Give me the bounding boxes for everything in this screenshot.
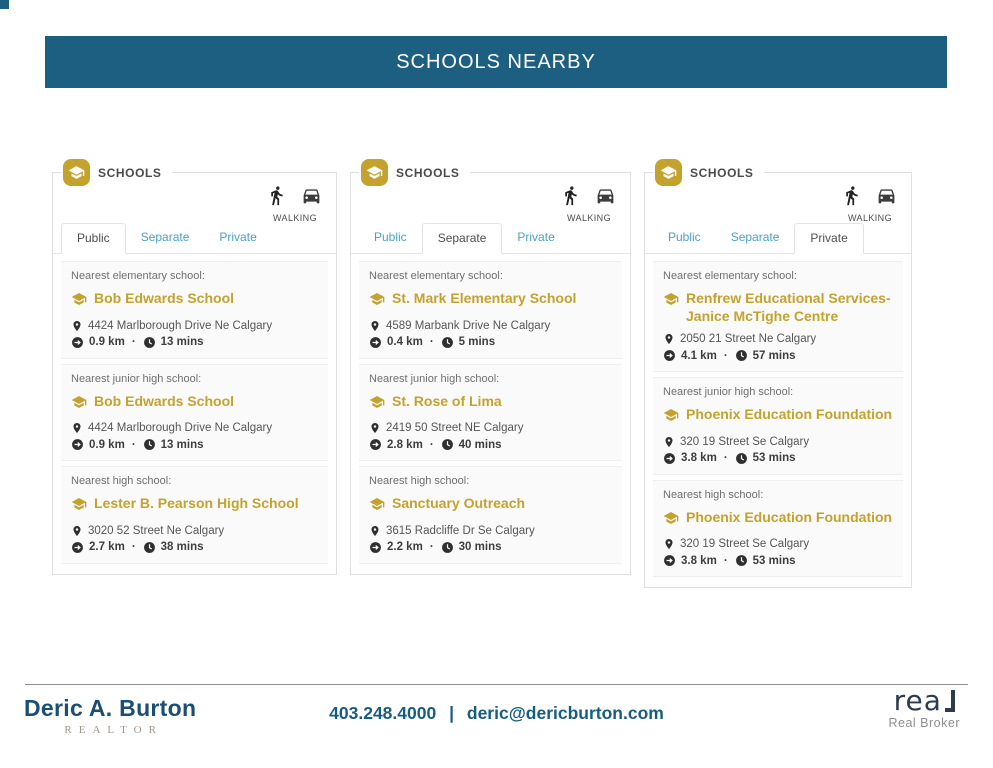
school-address: 2419 50 Street NE Calgary <box>386 422 524 434</box>
stat-separator: · <box>723 349 728 362</box>
distance-icon <box>663 554 676 567</box>
walking-icon[interactable] <box>841 185 862 211</box>
school-name: Phoenix Education Foundation <box>686 508 893 525</box>
time-icon <box>143 541 156 554</box>
school-name-row <box>663 290 893 325</box>
stat-separator: · <box>723 452 728 464</box>
tab-private[interactable]: Private <box>517 230 555 244</box>
tab-public[interactable]: Public <box>668 230 701 244</box>
travel-mode-toggle <box>841 185 899 223</box>
location-pin-icon <box>663 333 675 345</box>
distance-icon <box>663 349 676 362</box>
time-icon <box>441 541 454 554</box>
distance-value: 2.2 km <box>387 541 423 553</box>
school-address-row <box>663 538 893 550</box>
contact-separator: | <box>449 703 454 723</box>
school-entry <box>61 364 328 462</box>
travel-mode-toggle <box>266 185 324 223</box>
car-icon[interactable] <box>593 185 618 211</box>
school-cap-icon <box>369 290 385 312</box>
travel-mode-label: WALKING <box>567 213 611 223</box>
stat-separator: · <box>429 336 434 348</box>
school-name: St. Rose of Lima <box>392 392 502 409</box>
stat-separator: · <box>131 438 136 451</box>
distance-icon <box>71 438 84 451</box>
distance-value: 2.7 km <box>89 541 125 553</box>
distance-value: 0.4 km <box>387 336 423 348</box>
schools-panel <box>644 165 912 588</box>
school-stats-row <box>369 438 612 451</box>
distance-icon <box>369 541 382 554</box>
time-value: 57 mins <box>752 349 796 362</box>
panel-title: SCHOOLS <box>690 165 754 180</box>
distance-value: 3.8 km <box>681 452 717 464</box>
time-value: 53 mins <box>752 452 796 464</box>
school-name-row <box>369 290 612 312</box>
distance-icon <box>663 452 676 465</box>
time-value: 53 mins <box>752 554 796 567</box>
school-panels-row <box>52 165 912 588</box>
school-name-row <box>71 290 318 312</box>
travel-mode-label: WALKING <box>273 213 317 223</box>
school-name-row <box>663 509 893 531</box>
school-cap-icon <box>71 495 87 517</box>
school-entries <box>351 254 630 574</box>
school-type-tabs <box>645 223 911 254</box>
entry-label: Nearest elementary school: <box>71 270 205 282</box>
school-name: Bob Edwards School <box>94 290 235 306</box>
school-stats-row <box>71 541 318 554</box>
school-address: 3615 Radcliffe Dr Se Calgary <box>386 524 535 537</box>
entry-label: Nearest junior high school: <box>369 372 500 385</box>
travel-mode-toggle <box>560 185 618 223</box>
distance-value: 0.9 km <box>89 336 125 348</box>
school-name: St. Mark Elementary School <box>392 290 577 306</box>
time-value: 30 mins <box>458 541 502 553</box>
school-name: Phoenix Education Foundation <box>686 406 893 422</box>
agent-title: REALTOR <box>64 724 163 736</box>
email-address: deric@dericburton.com <box>466 703 664 723</box>
distance-value: 2.8 km <box>387 438 423 451</box>
school-entry <box>359 466 622 564</box>
entry-label: Nearest high school: <box>663 488 764 501</box>
time-icon <box>143 336 156 349</box>
school-entry <box>653 377 903 475</box>
school-address: 4424 Marlborough Drive Ne Calgary <box>88 422 273 434</box>
tab-separate[interactable]: Separate <box>730 230 780 244</box>
school-address-row <box>369 320 612 332</box>
school-cap-icon <box>663 406 679 428</box>
stat-separator: · <box>723 554 728 567</box>
location-pin-icon <box>369 320 381 332</box>
schools-panel <box>350 165 631 575</box>
school-name-row <box>369 495 612 517</box>
school-address: 3020 52 Street Ne Calgary <box>88 524 225 537</box>
walking-icon[interactable] <box>560 185 581 211</box>
location-pin-icon <box>369 422 381 434</box>
school-stats-row <box>369 541 612 554</box>
stat-separator: · <box>131 336 136 348</box>
graduation-cap-icon <box>655 159 682 186</box>
school-address-row <box>71 525 318 537</box>
panel-legend <box>653 159 764 186</box>
page-banner <box>45 36 947 88</box>
entry-label: Nearest junior high school: <box>71 372 202 385</box>
real-broker-logo <box>889 684 961 717</box>
school-name-row <box>663 406 893 428</box>
location-pin-icon <box>71 320 83 332</box>
tab-separate[interactable]: Separate <box>422 223 503 254</box>
school-address-row <box>663 333 893 345</box>
school-address-row <box>71 422 318 434</box>
location-pin-icon <box>663 538 675 550</box>
school-name: Renfrew Educational Services- Janice McTighe Centre <box>686 290 891 324</box>
location-pin-icon <box>663 436 675 448</box>
distance-value: 3.8 km <box>681 554 717 567</box>
distance-icon <box>71 336 84 349</box>
school-address-row <box>369 422 612 434</box>
entry-label: Nearest elementary school: <box>369 270 503 282</box>
real-logo-flipped-l-icon <box>945 690 955 712</box>
school-address: 2050 21 Street Ne Calgary <box>680 333 817 345</box>
distance-value: 4.1 km <box>681 349 717 362</box>
school-address: 4589 Marbank Drive Ne Calgary <box>386 319 551 332</box>
time-icon <box>143 438 156 451</box>
school-entry <box>61 261 328 359</box>
school-cap-icon <box>71 290 87 312</box>
distance-icon <box>369 336 382 349</box>
walking-icon[interactable] <box>266 185 287 211</box>
school-cap-icon <box>663 290 679 312</box>
school-stats-row <box>663 349 893 362</box>
panel-title: SCHOOLS <box>98 165 162 180</box>
entry-label: Nearest high school: <box>71 475 172 487</box>
school-entry <box>61 466 328 564</box>
school-name-row <box>369 393 612 415</box>
time-icon <box>441 438 454 451</box>
entry-label: Nearest elementary school: <box>663 270 797 282</box>
time-value: 13 mins <box>160 336 204 348</box>
graduation-cap-icon <box>63 159 90 186</box>
contact-line <box>0 703 993 724</box>
school-cap-icon <box>663 509 679 531</box>
school-stats-row <box>663 554 893 567</box>
phone-number: 403.248.4000 <box>329 703 437 723</box>
school-address: 4424 Marlborough Drive Ne Calgary <box>88 319 273 332</box>
school-cap-icon <box>369 495 385 517</box>
agent-name: Deric A. Burton <box>24 695 197 721</box>
time-value: 5 mins <box>458 336 496 348</box>
school-entry <box>359 364 622 462</box>
time-value: 38 mins <box>160 541 204 553</box>
panel-legend <box>359 159 470 186</box>
school-type-tabs <box>53 223 336 254</box>
tab-public[interactable]: Public <box>374 230 407 244</box>
school-entry <box>359 261 622 359</box>
distance-icon <box>71 541 84 554</box>
tab-public[interactable]: Public <box>61 223 126 254</box>
school-entries <box>53 254 336 574</box>
school-name-row <box>71 393 318 415</box>
stat-separator: · <box>131 541 136 553</box>
stat-separator: · <box>429 541 434 553</box>
school-cap-icon <box>369 393 385 415</box>
car-icon[interactable] <box>299 185 324 211</box>
school-entries <box>645 254 911 587</box>
time-icon <box>735 554 748 567</box>
graduation-cap-icon <box>361 159 388 186</box>
entry-label: Nearest junior high school: <box>663 386 794 398</box>
school-stats-row <box>71 336 318 349</box>
school-type-tabs <box>351 223 630 254</box>
time-value: 13 mins <box>160 438 204 451</box>
car-icon[interactable] <box>874 185 899 211</box>
tab-private[interactable]: Private <box>219 230 257 244</box>
school-address: 320 19 Street Se Calgary <box>680 538 810 550</box>
tab-separate[interactable]: Separate <box>140 230 190 244</box>
entry-label: Nearest high school: <box>369 475 470 487</box>
location-pin-icon <box>71 525 83 537</box>
brand-name: Real Broker <box>888 716 960 730</box>
time-value: 40 mins <box>458 438 502 451</box>
time-icon <box>735 452 748 465</box>
corner-accent-square <box>0 0 9 9</box>
school-stats-row <box>663 452 893 465</box>
school-address-row <box>369 525 612 537</box>
schools-panel <box>52 165 337 575</box>
panel-title: SCHOOLS <box>396 165 460 180</box>
school-name: Bob Edwards School <box>94 392 235 409</box>
real-broker-brand <box>888 684 961 730</box>
time-icon <box>441 336 454 349</box>
real-logo-text: rea <box>893 684 942 717</box>
school-name: Lester B. Pearson High School <box>94 495 299 511</box>
school-name: Sanctuary Outreach <box>392 495 526 511</box>
school-address: 320 19 Street Se Calgary <box>680 435 810 448</box>
school-address-row <box>663 436 893 448</box>
travel-mode-label: WALKING <box>848 213 892 223</box>
school-entry <box>653 480 903 578</box>
tab-private[interactable]: Private <box>794 223 863 254</box>
time-icon <box>735 349 748 362</box>
school-stats-row <box>71 438 318 451</box>
school-address-row <box>71 320 318 332</box>
footer-divider <box>25 684 968 685</box>
distance-value: 0.9 km <box>89 438 125 451</box>
stat-separator: · <box>429 438 434 451</box>
school-entry <box>653 261 903 372</box>
location-pin-icon <box>369 525 381 537</box>
school-name-row <box>71 495 318 517</box>
page-title: SCHOOLS NEARBY <box>396 50 596 73</box>
location-pin-icon <box>71 422 83 434</box>
school-cap-icon <box>71 393 87 415</box>
distance-icon <box>369 438 382 451</box>
panel-legend <box>61 159 172 186</box>
school-stats-row <box>369 336 612 349</box>
